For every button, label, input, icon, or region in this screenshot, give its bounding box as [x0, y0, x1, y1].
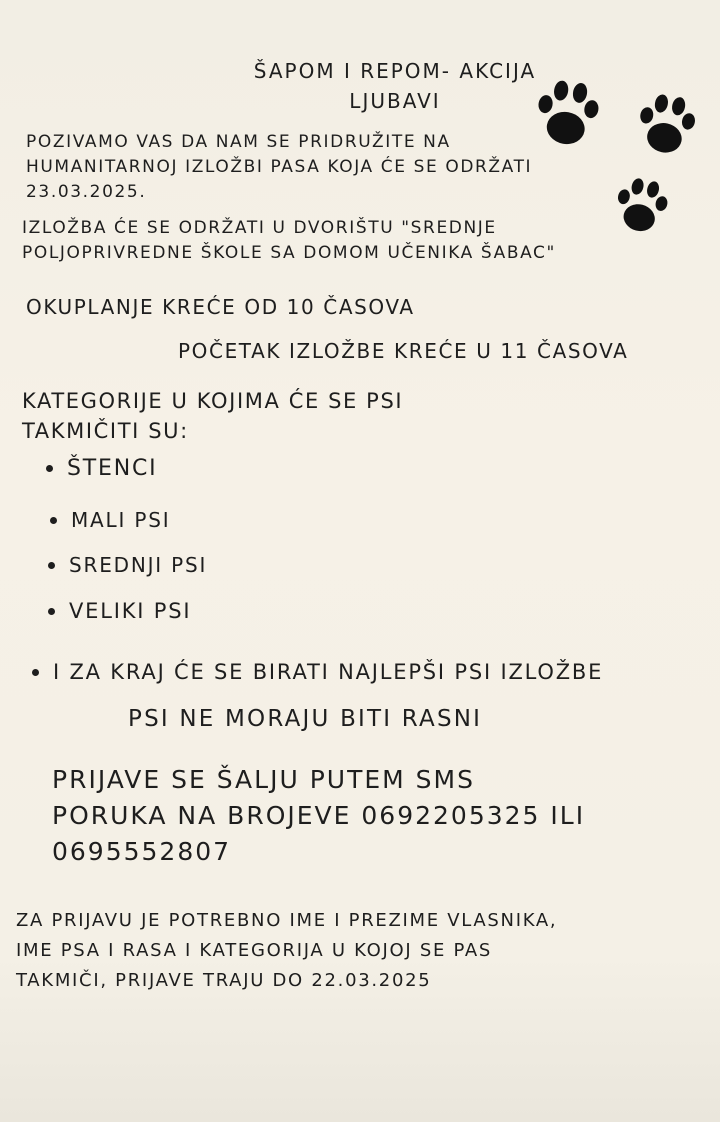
text-line: PORUKA NA BROJEVE 0692205325 ILI — [52, 801, 586, 830]
bullet-icon — [46, 465, 53, 472]
title-line: LJUBAVI — [349, 89, 441, 113]
categories-heading — [22, 386, 403, 446]
category-label: MALI PSI — [71, 508, 171, 532]
text-line: PRIJAVE SE ŠALJU PUTEM SMS — [52, 765, 475, 794]
text-line: POLJOPRIVREDNE ŠKOLE SA DOMOM UČENIKA ŠABAC" — [22, 243, 556, 263]
category-item — [46, 456, 157, 481]
text-line: ZA PRIJAVU JE POTREBNO IME I PREZIME VLASNIKA, — [16, 910, 558, 931]
text-line: KATEGORIJE U KOJIMA ĆE SE PSI — [22, 389, 404, 413]
category-item — [48, 599, 191, 623]
text-line: TAKMIČITI SU: — [22, 419, 189, 443]
bullet-icon — [48, 562, 55, 569]
bullet-icon — [48, 608, 55, 615]
invitation-paragraph — [26, 130, 532, 205]
text-line: IME PSA I RASA I KATEGORIJA U KOJOJ SE PAS — [16, 940, 493, 961]
bullet-icon — [50, 517, 57, 524]
finale-label: I ZA KRAJ ĆE SE BIRATI NAJLEPŠI PSI IZLOŽBE — [53, 660, 604, 684]
location-paragraph — [22, 216, 556, 266]
finale-item — [32, 660, 603, 684]
bullet-icon — [32, 669, 39, 676]
text-line: IZLOŽBA ĆE SE ODRŽATI U DVORIŠTU "SREDNJE — [22, 218, 497, 238]
paw-icon — [634, 92, 698, 160]
title-line: ŠAPOM I REPOM- AKCIJA — [253, 59, 537, 83]
start-time: POČETAK IZLOŽBE KREĆE U 11 ČASOVA — [178, 339, 629, 363]
text-line: TAKMIČI, PRIJAVE TRAJU DO 22.03.2025 — [16, 970, 432, 991]
no-breed-note: PSI NE MORAJU BITI RASNI — [128, 706, 483, 732]
text-line: POZIVAMO VAS DA NAM SE PRIDRUŽITE NA — [26, 132, 451, 152]
phone-number: 0695552807 — [52, 837, 232, 866]
requirements-paragraph — [16, 906, 557, 996]
poster-title — [230, 56, 560, 116]
category-label: ŠTENCI — [67, 456, 158, 481]
category-label: VELIKI PSI — [69, 599, 192, 623]
text-line: HUMANITARNOJ IZLOŽBI PASA KOJA ĆE SE ODRŽATI — [26, 157, 533, 177]
category-item — [50, 508, 170, 532]
category-label: SREDNJI PSI — [69, 553, 208, 577]
gathering-time: OKUPLANJE KREĆE OD 10 ČASOVA — [26, 295, 415, 319]
paw-icon — [612, 176, 670, 238]
event-date: 23.03.2025. — [26, 182, 147, 202]
sms-instructions — [52, 762, 585, 870]
category-item — [48, 553, 207, 577]
paw-icon — [532, 78, 602, 152]
